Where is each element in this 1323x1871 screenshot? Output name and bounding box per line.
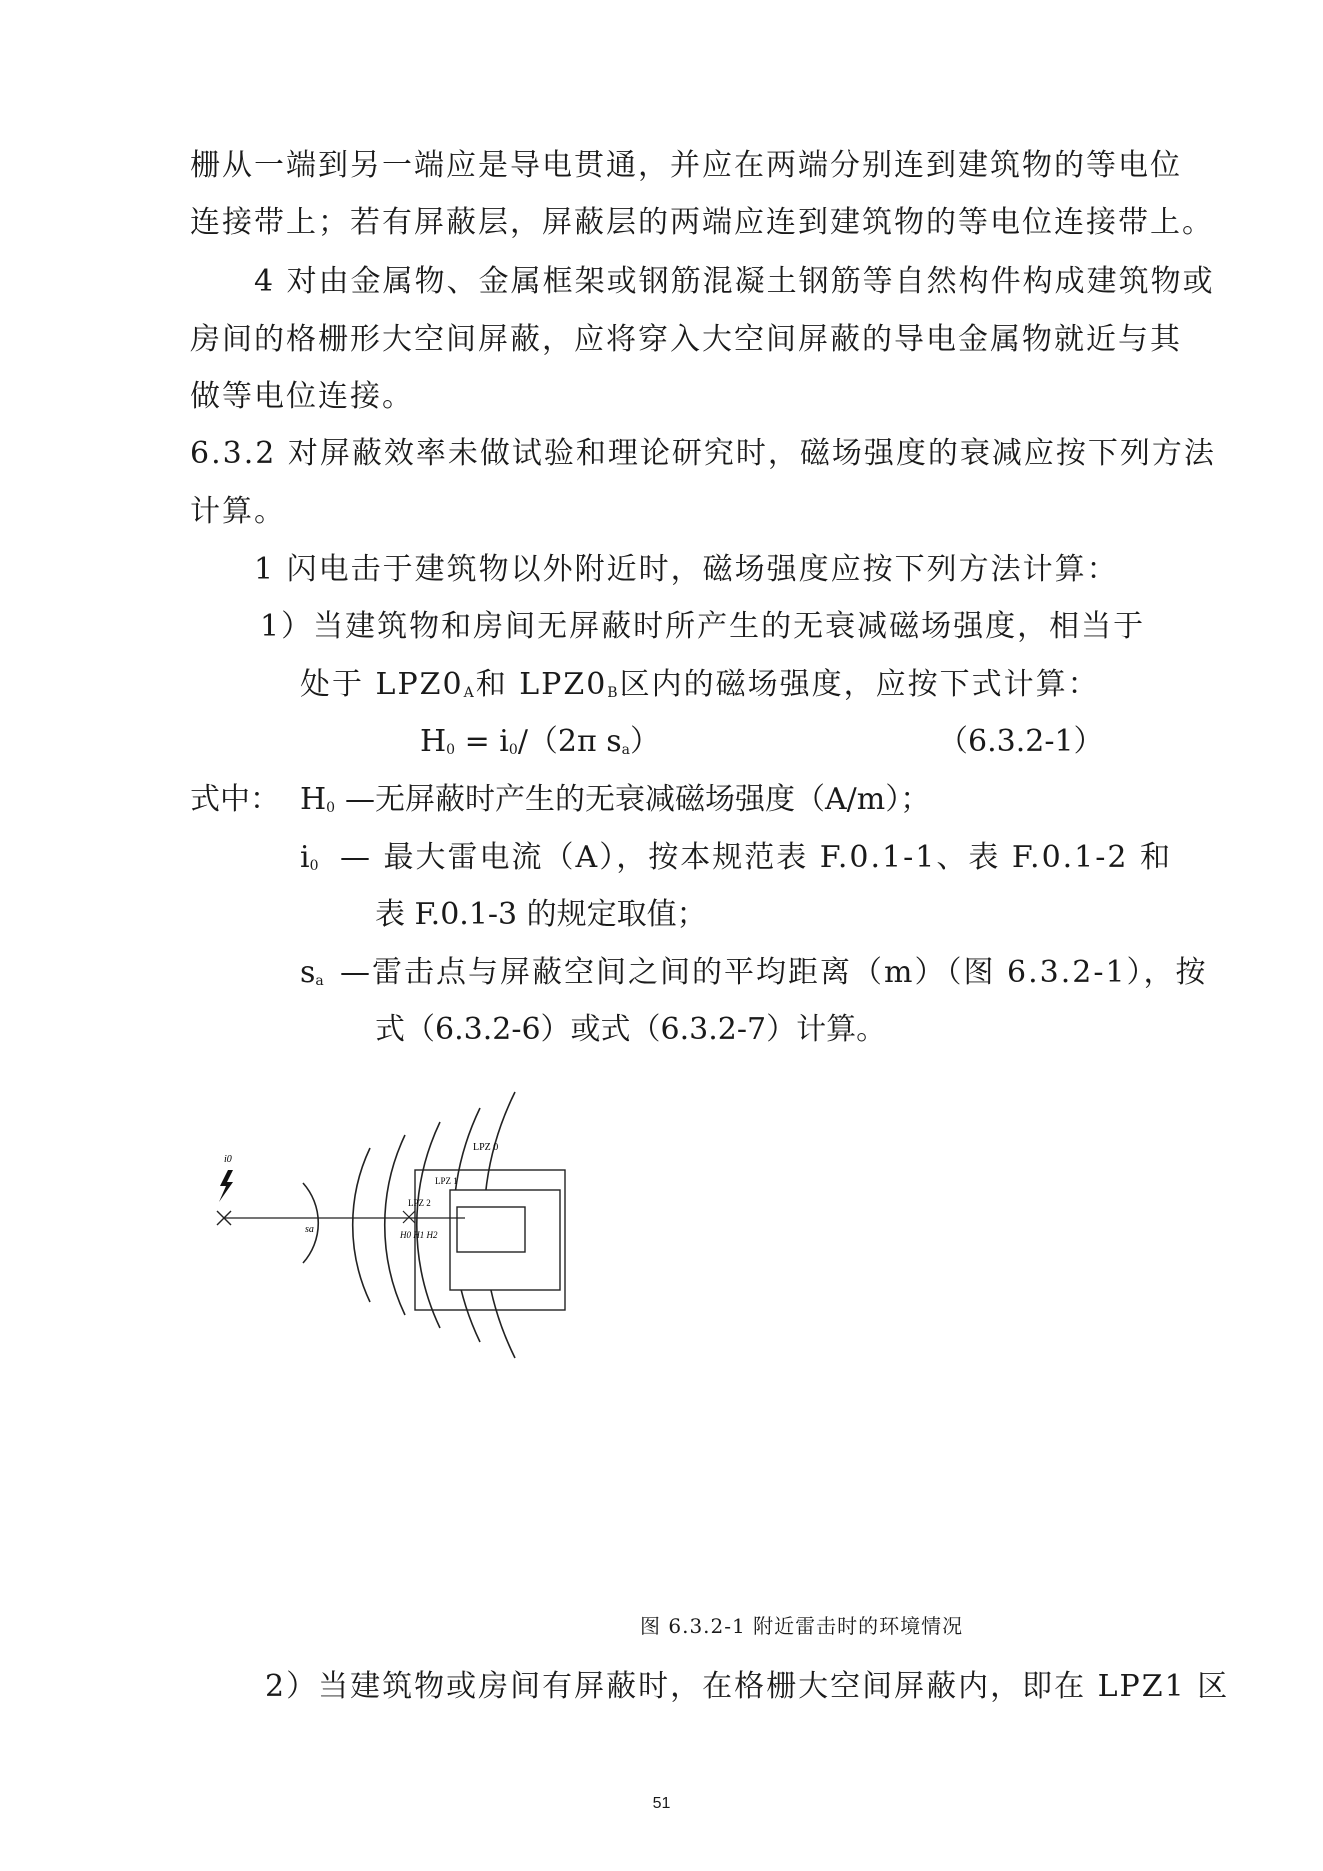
symbol-h0: $H_0$ — [300, 782, 336, 817]
symbol-i0-description-cont: 表 F.0.1-3 的规定取值； — [375, 897, 707, 932]
symbol-sa: $s_a$ — [300, 955, 324, 990]
sa-label: sa — [305, 1224, 314, 1235]
clause-heading-line: 6.3.2 对屏蔽效率未做试验和理论研究时，磁场强度的衰减应按下列方法 — [190, 436, 1216, 471]
lightning-bolt-icon — [219, 1170, 233, 1202]
where-label: 式中： — [190, 782, 280, 817]
lpz1-label: LPZ 1 — [435, 1176, 458, 1186]
body-text-line: 处于 $LPZ0_A$和 $LPZ0_B$区内的磁场强度，应按下式计算： — [300, 667, 1100, 702]
symbol-sa-description: —雷击点与屏蔽空间之间的平均距离（m）（图 6.3.2-1），按 — [340, 955, 1208, 990]
formula: $H_0 = i_0/(2\pi$ $s_a$） — [420, 724, 661, 759]
body-text-line: 计算。 — [190, 494, 286, 529]
lpz2-box — [457, 1207, 525, 1252]
body-text-line: 房间的格栅形大空间屏蔽，应将穿入大空间屏蔽的导电金属物就近与其 — [190, 322, 1182, 357]
body-text-line: 做等电位连接。 — [190, 379, 414, 414]
symbol-i0-description: — 最大雷电流（A），按本规范表 F.0.1-1、表 F.0.1-2 和 — [340, 840, 1173, 875]
symbol-i0: $i_0$ — [300, 840, 319, 875]
lpz2-label: LPZ 2 — [408, 1198, 431, 1208]
field-arc — [353, 1148, 370, 1302]
body-text-line: 2）当建筑物或房间有屏蔽时，在格栅大空间屏蔽内，即在 LPZ1 区 — [265, 1669, 1230, 1704]
symbol-sa-description-cont: 式（6.3.2-6）或式（6.3.2-7）计算。 — [375, 1012, 887, 1047]
symbol-h0-description: —无屏蔽时产生的无衰减磁场强度（A/m）； — [345, 782, 931, 817]
field-arc — [303, 1183, 318, 1263]
lpz0-label: LPZ 0 — [473, 1142, 499, 1153]
h-labels: H0 H1 H2 — [400, 1230, 438, 1240]
body-text-line: 栅从一端到另一端应是导电贯通，并应在两端分别连到建筑物的等电位 — [190, 148, 1182, 183]
body-text-line: 1）当建筑物和房间无屏蔽时所产生的无衰减磁场强度，相当于 — [260, 609, 1146, 644]
i0-label: i0 — [224, 1154, 232, 1165]
body-text-line: 4 对由金属物、金属框架或钢筋混凝土钢筋等自然构件构成建筑物或 — [254, 264, 1215, 299]
formula-number: （6.3.2-1） — [938, 724, 1104, 759]
page-number: 51 — [652, 1795, 671, 1812]
field-arc — [417, 1122, 440, 1328]
field-arc — [385, 1135, 405, 1315]
figure-caption: 图 6.3.2-1 附近雷击时的环境情况 — [640, 1614, 964, 1638]
lightning-shield-figure — [224, 1080, 975, 1380]
body-text-line: 连接带上；若有屏蔽层，屏蔽层的两端应连到建筑物的等电位连接带上。 — [190, 205, 1214, 240]
body-text-line: 1 闪电击于建筑物以外附近时，磁场强度应按下列方法计算： — [254, 552, 1119, 587]
